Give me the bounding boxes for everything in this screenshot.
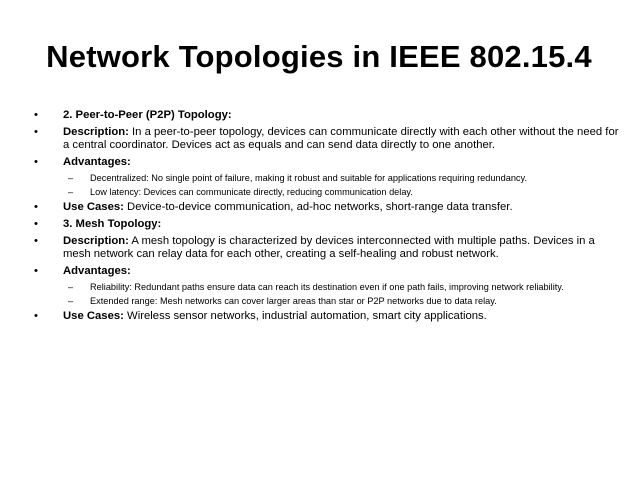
bullet-text: A mesh topology is characterized by devices interconnected with multiple paths. Devices in a mesh network can relay data for each other, creating a self-healing and robust network.	[63, 235, 595, 260]
bullet-label: Advantages:	[63, 265, 131, 277]
sub-bullet-item	[30, 187, 620, 198]
bullet-marker: •	[34, 156, 38, 168]
sub-bullet-item	[30, 282, 620, 293]
dash-marker: –	[68, 296, 74, 306]
bullet-label: 2. Peer-to-Peer (P2P) Topology:	[63, 109, 232, 121]
bullet-item	[30, 218, 620, 231]
sub-bullet-text: Reliability: Redundant paths ensure data can reach its destination even if one path fails, improving network reliability.	[90, 282, 564, 292]
bullet-label: Use Cases:	[63, 310, 124, 322]
bullet-label: Advantages:	[63, 156, 131, 168]
dash-marker: –	[68, 282, 74, 292]
bullet-marker: •	[34, 310, 38, 322]
sub-bullet-text: Low latency: Devices can communicate directly, reducing communication delay.	[90, 187, 413, 197]
dash-marker: –	[68, 173, 74, 183]
bullet-label: 3. Mesh Topology:	[63, 218, 162, 230]
bullet-item	[30, 109, 620, 122]
sub-bullet-item	[30, 296, 620, 307]
bullet-item	[30, 265, 620, 278]
bullet-text: Wireless sensor networks, industrial automation, smart city applications.	[123, 310, 487, 322]
bullet-marker: •	[34, 109, 38, 121]
bullet-label: Use Cases:	[63, 201, 124, 213]
bullet-marker: •	[34, 126, 38, 138]
slide-content	[30, 109, 620, 327]
bullet-label: Description:	[63, 235, 129, 247]
bullet-marker: •	[34, 218, 38, 230]
sub-bullet-item	[30, 173, 620, 184]
bullet-marker: •	[34, 265, 38, 277]
bullet-marker: •	[34, 235, 38, 247]
bullet-label: Description:	[63, 126, 129, 138]
bullet-item	[30, 156, 620, 169]
bullet-item	[30, 201, 620, 214]
dash-marker: –	[68, 187, 74, 197]
slide-title: Network Topologies in IEEE 802.15.4	[46, 39, 592, 74]
bullet-text: In a peer-to-peer topology, devices can communicate directly with each other without the need for a central coordinator. Devices act as equals and can send data directly to one another.	[63, 126, 619, 151]
bullet-text: Device-to-device communication, ad-hoc networks, short-range data transfer.	[123, 201, 513, 213]
bullet-marker: •	[34, 201, 38, 213]
bullet-item	[30, 126, 620, 152]
bullet-item	[30, 235, 620, 261]
sub-bullet-text: Extended range: Mesh networks can cover larger areas than star or P2P networks due to data relay.	[90, 296, 497, 306]
sub-bullet-text: Decentralized: No single point of failure, making it robust and suitable for applications requiring redundancy.	[90, 173, 527, 183]
bullet-item	[30, 310, 620, 323]
